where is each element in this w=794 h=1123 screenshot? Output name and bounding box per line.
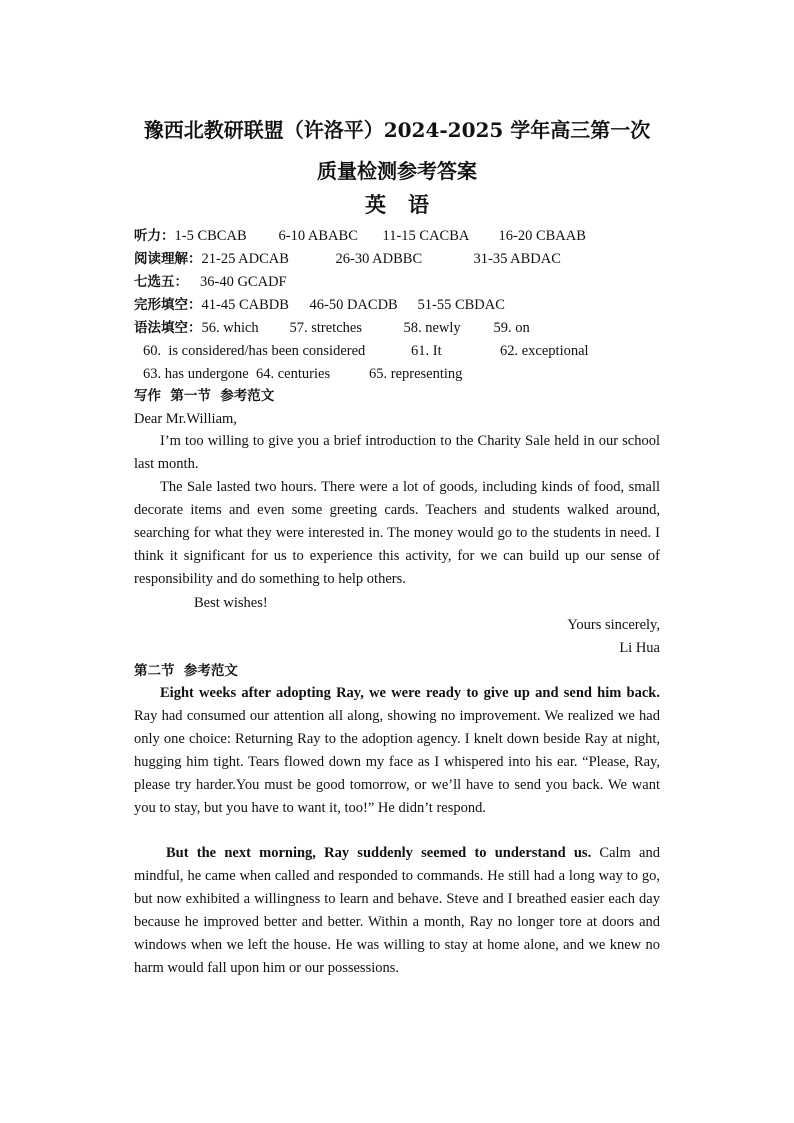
grammar-answers-row1 [134, 319, 674, 338]
grammar-answers-row3 [143, 365, 683, 384]
answer-item: 62. exceptional [500, 343, 589, 359]
answer-group: 6-10 ABABC [278, 228, 358, 244]
answer-item: 59. on [493, 320, 530, 336]
story-paragraph-2-lead: But the next morning, Ray suddenly seemed to understand us. [166, 845, 592, 861]
answer-group: 11-15 CACBA [382, 228, 470, 244]
listening-answers [134, 227, 674, 246]
letter-closing: Best wishes! [194, 595, 268, 611]
answer-item: 56. which [201, 320, 259, 336]
answer-item: 64. centuries [256, 366, 331, 382]
answer-item: 60. is considered/has been considered [143, 343, 366, 359]
answer-item: 65. representing [369, 366, 463, 382]
seven-choice-label: 七选五： [134, 274, 188, 290]
letter-signature: Li Hua [619, 640, 660, 656]
story-paragraph-2-text: Calm and mindful, he came when called and responded to commands. He still had a long way to go, but now exhibited a willingness to learn and behave. Steve and I breathed easier each day because he improved better and better. Within a month, Ray no longer tore at doors and windows when we left the house. He was willing to stay at home alone, and we knew no harm would fall upon him or our possessions. [134, 845, 660, 976]
grammar-label: 语法填空： [134, 320, 202, 336]
answer-group: 21-25 ADCAB [201, 251, 289, 267]
answer-group: 41-45 CABDB [201, 297, 289, 313]
reading-answers [134, 250, 674, 269]
cloze-label: 完形填空： [134, 297, 202, 313]
letter-paragraph-1: I’m too willing to give you a brief introduction to the Charity Sale held in our school last month. [134, 433, 660, 472]
answer-item: 58. newly [403, 320, 461, 336]
story-paragraph-2 [134, 842, 660, 980]
answer-item: 61. It [411, 343, 442, 359]
doc-title-line1: 豫西北教研联盟（许洛平）2024-2025 学年高三第一次 [143, 118, 651, 142]
story-paragraph-1 [134, 682, 660, 820]
listening-label: 听力： [134, 228, 175, 244]
answer-group: 46-50 DACDB [309, 297, 398, 313]
answer-group: 16-20 CBAAB [498, 228, 586, 244]
writing2-heading: 第二节 参考范文 [134, 663, 238, 679]
reading-label: 阅读理解： [134, 251, 202, 267]
answer-group: 31-35 ABDAC [473, 251, 561, 267]
answer-item: 57. stretches [289, 320, 362, 336]
answer-group: 26-30 ADBBC [335, 251, 423, 267]
answer-group: 51-55 CBDAC [417, 297, 505, 313]
letter-salutation: Dear Mr.William, [134, 411, 237, 427]
answer-item: 63. has undergone [143, 366, 249, 382]
letter-paragraph-2: The Sale lasted two hours. There were a lot of goods, including kinds of food, small decorate items and even some greeting cards. Teachers and students walked around, searching for what they were interested in. The money would go to the students in need. I think it significant for us to experience this activity, for we can build up our sense of responsibility and do something to help others. [134, 479, 660, 587]
story-paragraph-1-text: Ray had consumed our attention all along, showing no improvement. We realized we had only one choice: Returning Ray to the adoption agency. I knelt down beside Ray at night, hugging him tight. Tears flowed down my face as I whispered into his ear. “Please, Ray, please try harder.You must be good tomorrow, or we’ll have to send you back. We want you to stay, but you have to want it, too!” He didn’t respond. [134, 708, 660, 816]
letter-signoff: Yours sincerely, [567, 617, 660, 633]
answer-group: 1-5 CBCAB [174, 228, 247, 244]
story-paragraph-1-lead: Eight weeks after adopting Ray, we were ready to give up and send him back. [160, 685, 660, 701]
doc-title-line2: 质量检测参考答案 [317, 159, 477, 183]
writing1-heading: 写作 第一节 参考范文 [134, 388, 275, 404]
doc-subject: 英语 [365, 192, 451, 217]
grammar-answers-row2 [143, 342, 683, 361]
cloze-answers [134, 296, 674, 315]
answer-group: 36-40 GCADF [200, 274, 287, 290]
seven-choice-answers [134, 273, 674, 292]
